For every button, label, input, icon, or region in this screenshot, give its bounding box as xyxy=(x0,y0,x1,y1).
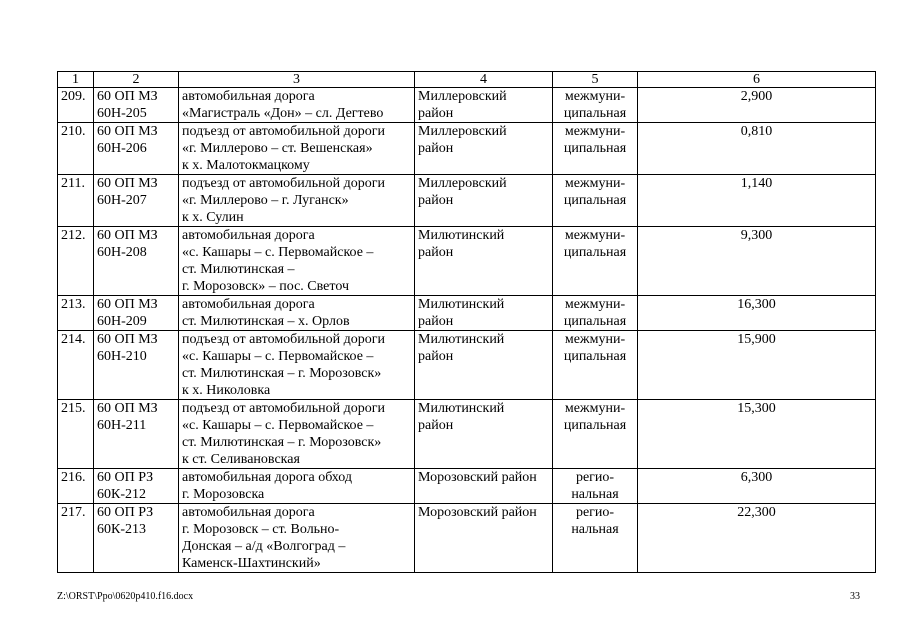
cell-length: 0,810 xyxy=(638,123,876,175)
cell-length: 6,300 xyxy=(638,469,876,504)
header-col-3: 3 xyxy=(179,72,415,88)
cell-number: 210. xyxy=(58,123,94,175)
table-row xyxy=(58,296,876,331)
table-row xyxy=(58,227,876,296)
cell-road-type: регио- нальная xyxy=(553,469,638,504)
table-body xyxy=(58,72,876,573)
header-col-5: 5 xyxy=(553,72,638,88)
header-col-6: 6 xyxy=(638,72,876,88)
cell-number: 217. xyxy=(58,504,94,573)
cell-road-type: межмуни- ципальная xyxy=(553,175,638,227)
cell-district: Морозовский район xyxy=(415,469,553,504)
cell-length: 15,300 xyxy=(638,400,876,469)
cell-road-name: автомобильная дорога ст. Милютинская – х. Орлов xyxy=(179,296,415,331)
cell-number: 215. xyxy=(58,400,94,469)
cell-road-type: межмуни- ципальная xyxy=(553,400,638,469)
cell-district: Миллеровский район xyxy=(415,88,553,123)
cell-road-type: межмуни- ципальная xyxy=(553,123,638,175)
cell-road-type: межмуни- ципальная xyxy=(553,88,638,123)
cell-district: Милютинский район xyxy=(415,331,553,400)
cell-district: Миллеровский район xyxy=(415,175,553,227)
cell-road-code: 60 ОП МЗ 60Н-211 xyxy=(94,400,179,469)
cell-number: 212. xyxy=(58,227,94,296)
cell-road-code: 60 ОП МЗ 60Н-210 xyxy=(94,331,179,400)
page-number: 33 xyxy=(850,591,860,602)
table-row xyxy=(58,469,876,504)
cell-road-name: подъезд от автомобильной дороги «с. Кашары – с. Первомайское – ст. Милютинская – г. Морозовск» к х. Николовка xyxy=(179,331,415,400)
cell-road-name: подъезд от автомобильной дороги «г. Миллерово – г. Луганск» к х. Сулин xyxy=(179,175,415,227)
cell-road-name: автомобильная дорога «Магистраль «Дон» – сл. Дегтево xyxy=(179,88,415,123)
table-row xyxy=(58,331,876,400)
cell-road-type: межмуни- ципальная xyxy=(553,296,638,331)
cell-road-code: 60 ОП МЗ 60Н-207 xyxy=(94,175,179,227)
cell-road-name: автомобильная дорога г. Морозовск – ст. Вольно- Донская – а/д «Волгоград – Каменск-Шахтинский» xyxy=(179,504,415,573)
cell-number: 213. xyxy=(58,296,94,331)
road-list-table xyxy=(57,71,876,573)
cell-road-code: 60 ОП МЗ 60Н-205 xyxy=(94,88,179,123)
cell-length: 15,900 xyxy=(638,331,876,400)
cell-length: 22,300 xyxy=(638,504,876,573)
cell-length: 16,300 xyxy=(638,296,876,331)
cell-length: 9,300 xyxy=(638,227,876,296)
cell-district: Морозовский район xyxy=(415,504,553,573)
header-col-1: 1 xyxy=(58,72,94,88)
table-row xyxy=(58,123,876,175)
cell-district: Милютинский район xyxy=(415,296,553,331)
cell-road-code: 60 ОП МЗ 60Н-208 xyxy=(94,227,179,296)
cell-road-type: регио- нальная xyxy=(553,504,638,573)
cell-length: 2,900 xyxy=(638,88,876,123)
cell-road-code: 60 ОП РЗ 60К-213 xyxy=(94,504,179,573)
header-col-2: 2 xyxy=(94,72,179,88)
cell-number: 214. xyxy=(58,331,94,400)
table-row xyxy=(58,175,876,227)
cell-road-name: подъезд от автомобильной дороги «с. Кашары – с. Первомайское – ст. Милютинская – г. Морозовск» к ст. Селивановская xyxy=(179,400,415,469)
cell-district: Милютинский район xyxy=(415,227,553,296)
cell-length: 1,140 xyxy=(638,175,876,227)
table-row xyxy=(58,88,876,123)
footer-file-path: Z:\ORST\Ppo\0620p410.f16.docx xyxy=(57,591,194,602)
cell-road-type: межмуни- ципальная xyxy=(553,227,638,296)
table-row xyxy=(58,504,876,573)
cell-road-type: межмуни- ципальная xyxy=(553,331,638,400)
cell-district: Милютинский район xyxy=(415,400,553,469)
cell-district: Миллеровский район xyxy=(415,123,553,175)
cell-road-name: автомобильная дорога «с. Кашары – с. Первомайское – ст. Милютинская – г. Морозовск» – пос. Светоч xyxy=(179,227,415,296)
cell-number: 216. xyxy=(58,469,94,504)
cell-road-name: автомобильная дорога обход г. Морозовска xyxy=(179,469,415,504)
table-header-row xyxy=(58,72,876,88)
cell-road-code: 60 ОП РЗ 60К-212 xyxy=(94,469,179,504)
header-col-4: 4 xyxy=(415,72,553,88)
cell-road-name: подъезд от автомобильной дороги «г. Миллерово – ст. Вешенская» к х. Малотокмацкому xyxy=(179,123,415,175)
cell-number: 211. xyxy=(58,175,94,227)
cell-road-code: 60 ОП МЗ 60Н-206 xyxy=(94,123,179,175)
cell-road-code: 60 ОП МЗ 60Н-209 xyxy=(94,296,179,331)
table-row xyxy=(58,400,876,469)
cell-number: 209. xyxy=(58,88,94,123)
